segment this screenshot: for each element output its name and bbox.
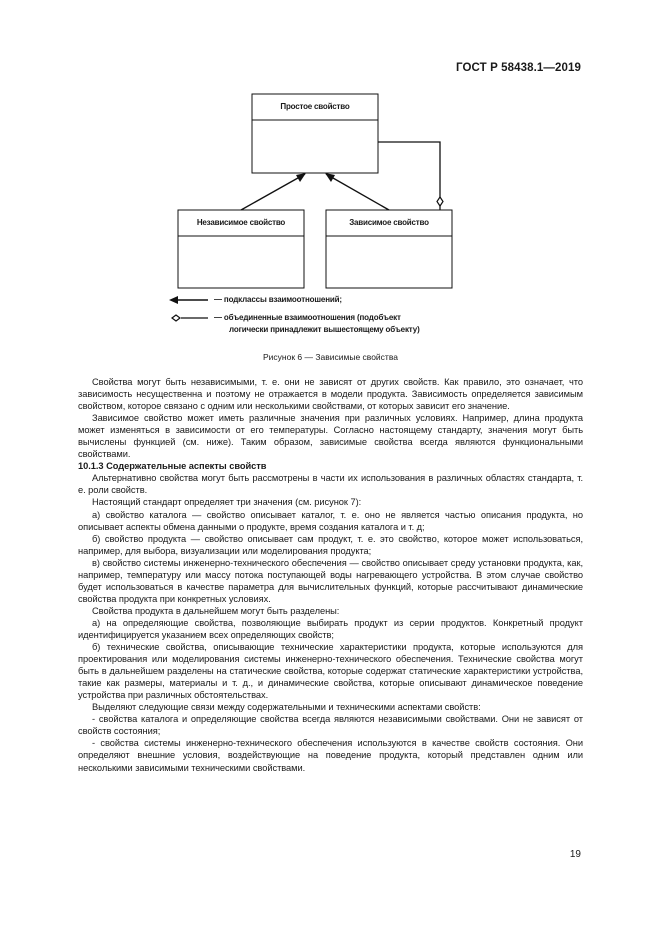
- figure-caption: Рисунок 6 — Зависимые свойства: [263, 352, 398, 362]
- page-number: 19: [569, 849, 581, 860]
- list-item: - свойства системы инженерно-технического обеспечения используются в качестве свойств состояния. Они определяют внешние условия, воздействующие на поведение продукта, который представлен одним или несколькими зависимыми техническими свойствами.: [78, 738, 583, 773]
- dependent-property-title: Зависимое свойство: [349, 218, 429, 227]
- body-text: [78, 376, 583, 774]
- legend-aggregation-label: — объединенные взаимоотношения (подобъект: [214, 313, 401, 322]
- list-item: в) свойство системы инженерно-технического обеспечения — свойство описывает среду установки продукта, как, например, температуру или массу потока поступающей воды нагревающего устройства. В этом случае свойство будет использоваться в качестве параметра для вычислительных функций, которые рассчитывают динамические свойства продукта при конкретных условиях.: [78, 557, 583, 604]
- paragraph: Свойства могут быть независимыми, т. е. они не зависят от других свойств. Как правило, это означает, что зависимость несущественна и поэтому не отражается в модели продукта. Зависимость определяется зависимым свойством, которое связано с одним или несколькими свойствами, от которых зависит его значение.: [78, 377, 583, 412]
- subclass-arrowhead-left: [296, 173, 306, 182]
- simple-property-title: Простое свойство: [280, 102, 350, 111]
- subclass-arrow-left: [241, 174, 305, 210]
- list-item: - свойства каталога и определяющие свойства всегда являются независимыми свойствами. Они не зависят от свойств состояния;: [78, 714, 583, 737]
- legend-aggregation-diamond: [172, 315, 180, 321]
- subclass-arrow-right: [326, 174, 389, 210]
- legend-subclass-arrowhead: [169, 296, 178, 304]
- paragraph: Альтернативно свойства могут быть рассмотрены в части их использования в различных областях стандарта, т. е. роли свойств.: [78, 473, 583, 496]
- legend-subclass-label: — подклассы взаимоотношений;: [214, 295, 342, 304]
- legend-aggregation-label-cont: логически принадлежит вышестоящему объекту): [229, 325, 420, 334]
- paragraph: Настоящий стандарт определяет три значения (см. рисунок 7):: [92, 497, 362, 508]
- paragraph: Свойства продукта в дальнейшем могут быть разделены:: [92, 605, 340, 616]
- aggregation-connector: [378, 142, 440, 198]
- section-heading: 10.1.3 Содержательные аспекты свойств: [78, 461, 267, 472]
- list-item: б) технические свойства, описывающие технические характеристики продукта, которые используются для проектирования или моделирования системы инженерно-технического обеспечения. Технические свойства могут быть в дальнейшем разделены на статические свойства, которые содержат статические характеристики устройства, такие как размеры, материалы и т. д., и динамические свойства, которые описывают динамическое поведение устройства при различных обстоятельствах.: [78, 642, 583, 701]
- subclass-arrowhead-right: [325, 173, 335, 182]
- list-item: а) свойство каталога — свойство описывает каталог, т. е. оно не является частью описания продукта, но описывает аспекты обмена данными о продукте, время создания каталога и т. д;: [78, 509, 583, 532]
- aggregation-diamond: [437, 197, 443, 206]
- list-item: б) свойство продукта — свойство описывает сам продукт, т. е. это свойство, которое может использоваться, например, для выбора, визуализации или моделирования продукта;: [78, 533, 583, 556]
- standard-code: ГОСТ Р 58438.1—2019: [456, 62, 581, 74]
- dependent-properties-diagram: [0, 0, 661, 345]
- list-item: а) на определяющие свойства, позволяющие выбирать продукт из серии продуктов. Конкретный продукт идентифицируется указанием всех определяющих свойств;: [78, 617, 583, 640]
- independent-property-title: Независимое свойство: [196, 218, 286, 227]
- paragraph: Выделяют следующие связи между содержательными и техническими аспектами свойств:: [92, 702, 481, 713]
- paragraph: Зависимое свойство может иметь различные значения при различных условиях. Например, длина продукта может изменяться в зависимости от его температуры. Согласно настоящему стандарту, значения могут быть вычислены функцией (см. ниже). Таким образом, зависимые свойства всегда являются функциональными свойствами.: [78, 413, 583, 460]
